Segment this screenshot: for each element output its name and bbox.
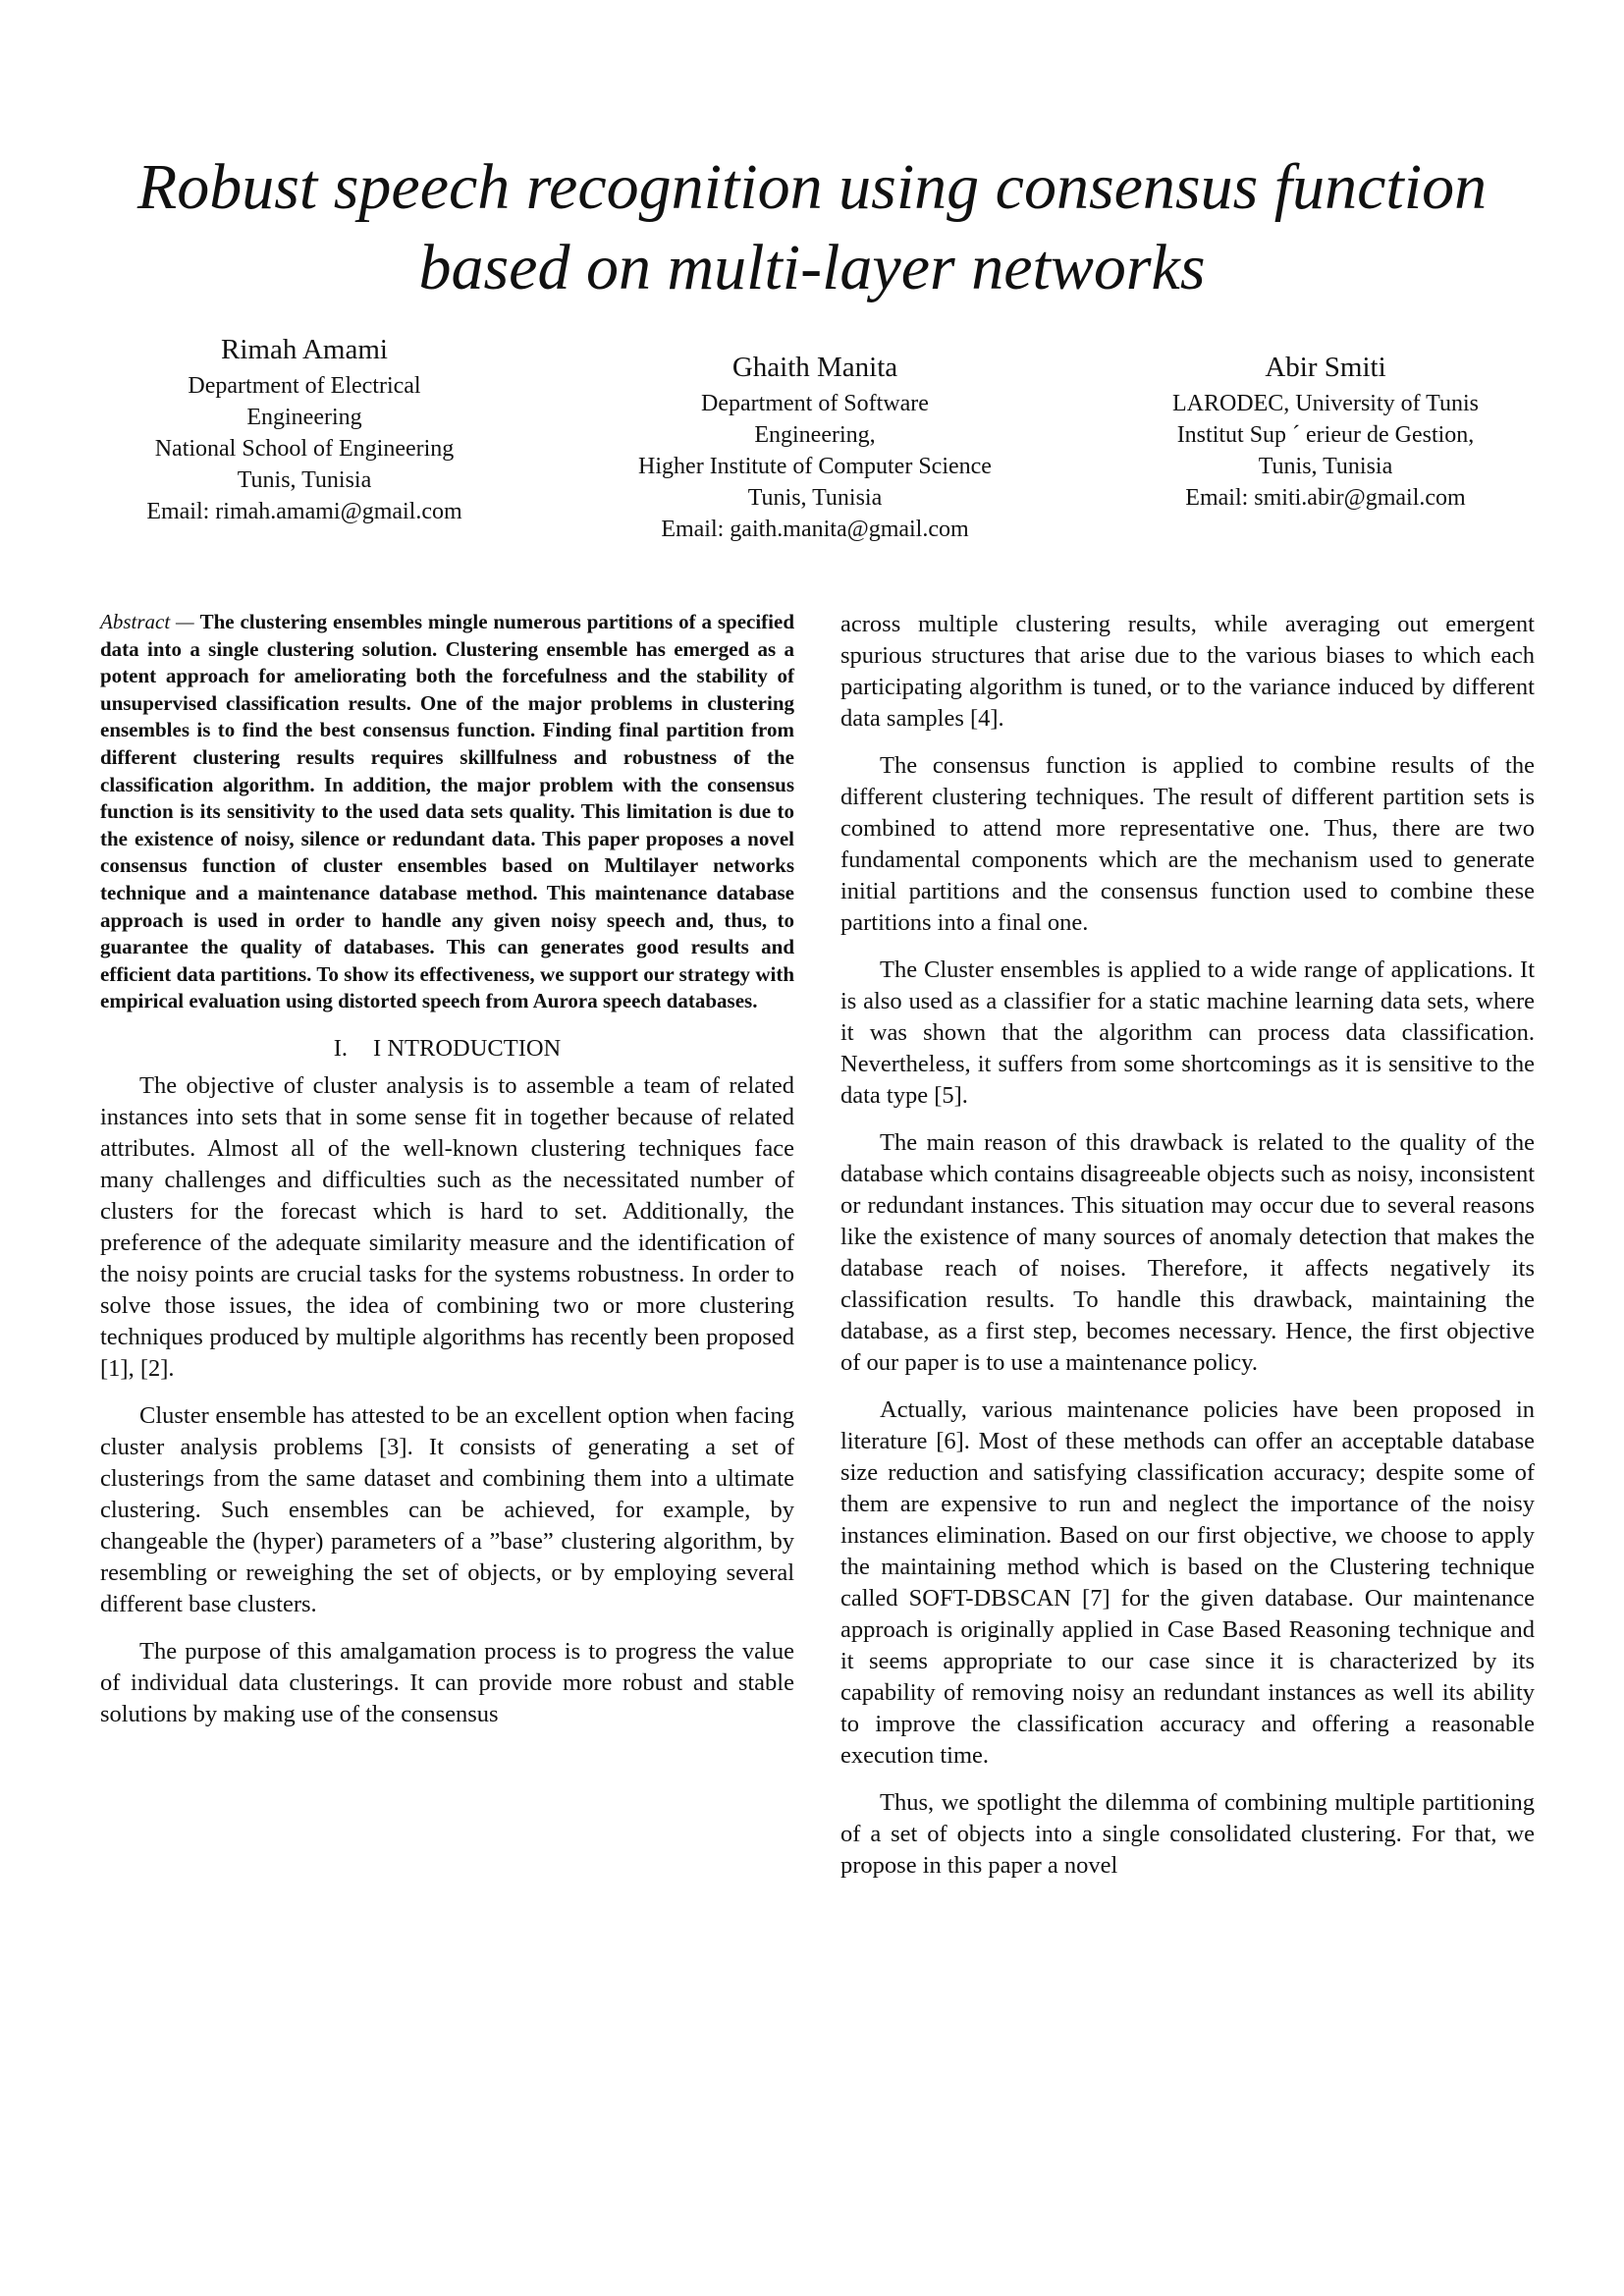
body-paragraph: The Cluster ensembles is applied to a wide range of applications. It is also used as a classifier for a static machine learning data sets, where it was shown that the algorithm can process data classification. Nevertheless, it suffers from some shortcomings as it is sensitive to the data type [5]. [840,957,1535,1109]
author-email: Email: rimah.amami@gmail.com [146,499,462,524]
body-paragraph: The purpose of this amalgamation process is to progress the value of individual data clusterings. It can provide more robust and stable solutions by making use of the consensus [100,1637,794,1727]
author-block-3 [1100,349,1551,514]
author-affiliation-line: Department of Software [701,391,929,416]
author-email: Email: smiti.abir@gmail.com [1185,485,1466,511]
author-affiliation-line: Tunis, Tunisia [747,485,883,511]
author-block-1 [98,331,511,527]
body-paragraph: The main reason of this drawback is related to the quality of the database which contains disagreeable objects such as noisy, inconsistent or redundant instances. This situation may occur due to several reasons like the existence of many sources of anomaly detection that makes the database reach of noises. Therefore, it affects negatively its classification results. To handle this drawback, maintaining the database, as a first step, becomes necessary. Hence, the first objective of our paper is to use a maintenance policy. [840,1129,1535,1376]
body-paragraph: Thus, we spotlight the dilemma of combining multiple partitioning of a set of objects into a single consolidated clustering. For that, we propose in this paper a novel [840,1789,1535,1879]
body-paragraph: The objective of cluster analysis is to assemble a team of related instances into sets that in some sense fit in together because of related attributes. Almost all of the well-known clustering techniques face many challenges and difficulties such as the necessitated number of clusters for the forecast which is hard to set. Additionally, the preference of the adequate similarity measure and the identification of the noisy points are crucial tasks for the systems robustness. In order to solve those issues, the idea of combining two or more clustering techniques produced by multiple algorithms has recently been proposed [1], [2]. [100,1071,794,1382]
author-affiliation-line: Institut Sup ´ erieur de Gestion, [1176,422,1475,448]
author-affiliation-line: Engineering, [754,422,876,448]
body-paragraph: across multiple clustering results, while averaging out emergent spurious structures that arise due to the various biases to which each participating algorithm is tuned, or to the variance induced by different data samples [4]. [840,611,1535,732]
body-paragraph: Cluster ensemble has attested to be an excellent option when facing cluster analysis problems [3]. It consists of generating a set of clusterings from the same dataset and combining them into a ultimate clustering. Such ensembles can be achieved, for example, by changeable the (hyper) parameters of a ”base” clustering algorithm, by resembling or reweighing the set of objects, or by employing several different base clusters. [100,1401,794,1617]
paper-title [59,147,1565,308]
author-affiliation-line: Engineering [246,405,362,430]
paper-title-line-2: based on multi-layer networks [418,232,1206,303]
body-paragraph: Actually, various maintenance policies have been proposed in literature [6]. Most of these methods can offer an acceptable database size reduction and satisfying classification accuracy; despite some of them are expensive to run and neglect the importance of the noisy instances elimination. Based on our first objective, we choose to apply the maintaining method which is based on the Clustering technique called SOFT-DBSCAN [7] for the given database. Our maintenance approach is originally applied in Case Based Reasoning technique and it seems appropriate to our case since it is characterized by its capability of removing noisy an redundant instances as well its ability to improve the classification accuracy and offering a reasonable execution time. [840,1396,1535,1769]
author-affiliation-line: Tunis, Tunisia [237,467,372,493]
abstract [100,609,794,1015]
author-affiliation-line: Higher Institute of Computer Science [638,454,992,479]
author-block-2 [569,349,1060,545]
body-paragraph: The consensus function is applied to combine results of the different clustering techniques. The result of different partition sets is combined to attend more representative one. Thus, there are two fundamental components which are the mechanism used to generate initial partitions and the consensus function used to combine these partitions into a final one. [840,752,1535,936]
author-affiliation-line: LARODEC, University of Tunis [1171,391,1480,416]
section-number: I. [333,1034,349,1062]
abstract-label: Abstract — [100,610,194,633]
section-heading [100,1033,794,1065]
author-affiliation-line: Tunis, Tunisia [1258,454,1393,479]
author-email: Email: gaith.manita@gmail.com [661,517,969,542]
author-name: Ghaith Manita [731,352,898,383]
right-column [840,609,1535,1882]
paper-title-line-1: Robust speech recognition using consensus function [136,151,1488,223]
left-column [100,609,794,1730]
author-affiliation-line: Department of Electrical [188,373,421,399]
author-name: Abir Smiti [1265,352,1386,383]
author-affiliation-line: National School of Engineering [154,436,455,462]
author-name: Rimah Amami [221,334,388,365]
section-title: I NTRODUCTION [373,1034,562,1062]
abstract-text: The clustering ensembles mingle numerous partitions of a specified data into a single clustering solution. Clustering ensemble has emerged as a potent approach for ameliorating both the forcefulness and the stability of unsupervised classification results. One of the major problems in clustering ensembles is to find the best consensus function. Finding final partition from different clustering results requires skillfulness and robustness of the classification algorithm. In addition, the major problem with the consensus function is its sensitivity to the used data sets quality. This limitation is due to the existence of noisy, silence or redundant data. This paper proposes a novel consensus function of cluster ensembles based on Multilayer networks technique and a maintenance database method. This maintenance database approach is used in order to handle any given noisy speech and, thus, to guarantee the quality of databases. This can generates good results and efficient data partitions. To show its effectiveness, we support our strategy with empirical evaluation using distorted speech from Aurora speech databases. [100,610,794,1013]
